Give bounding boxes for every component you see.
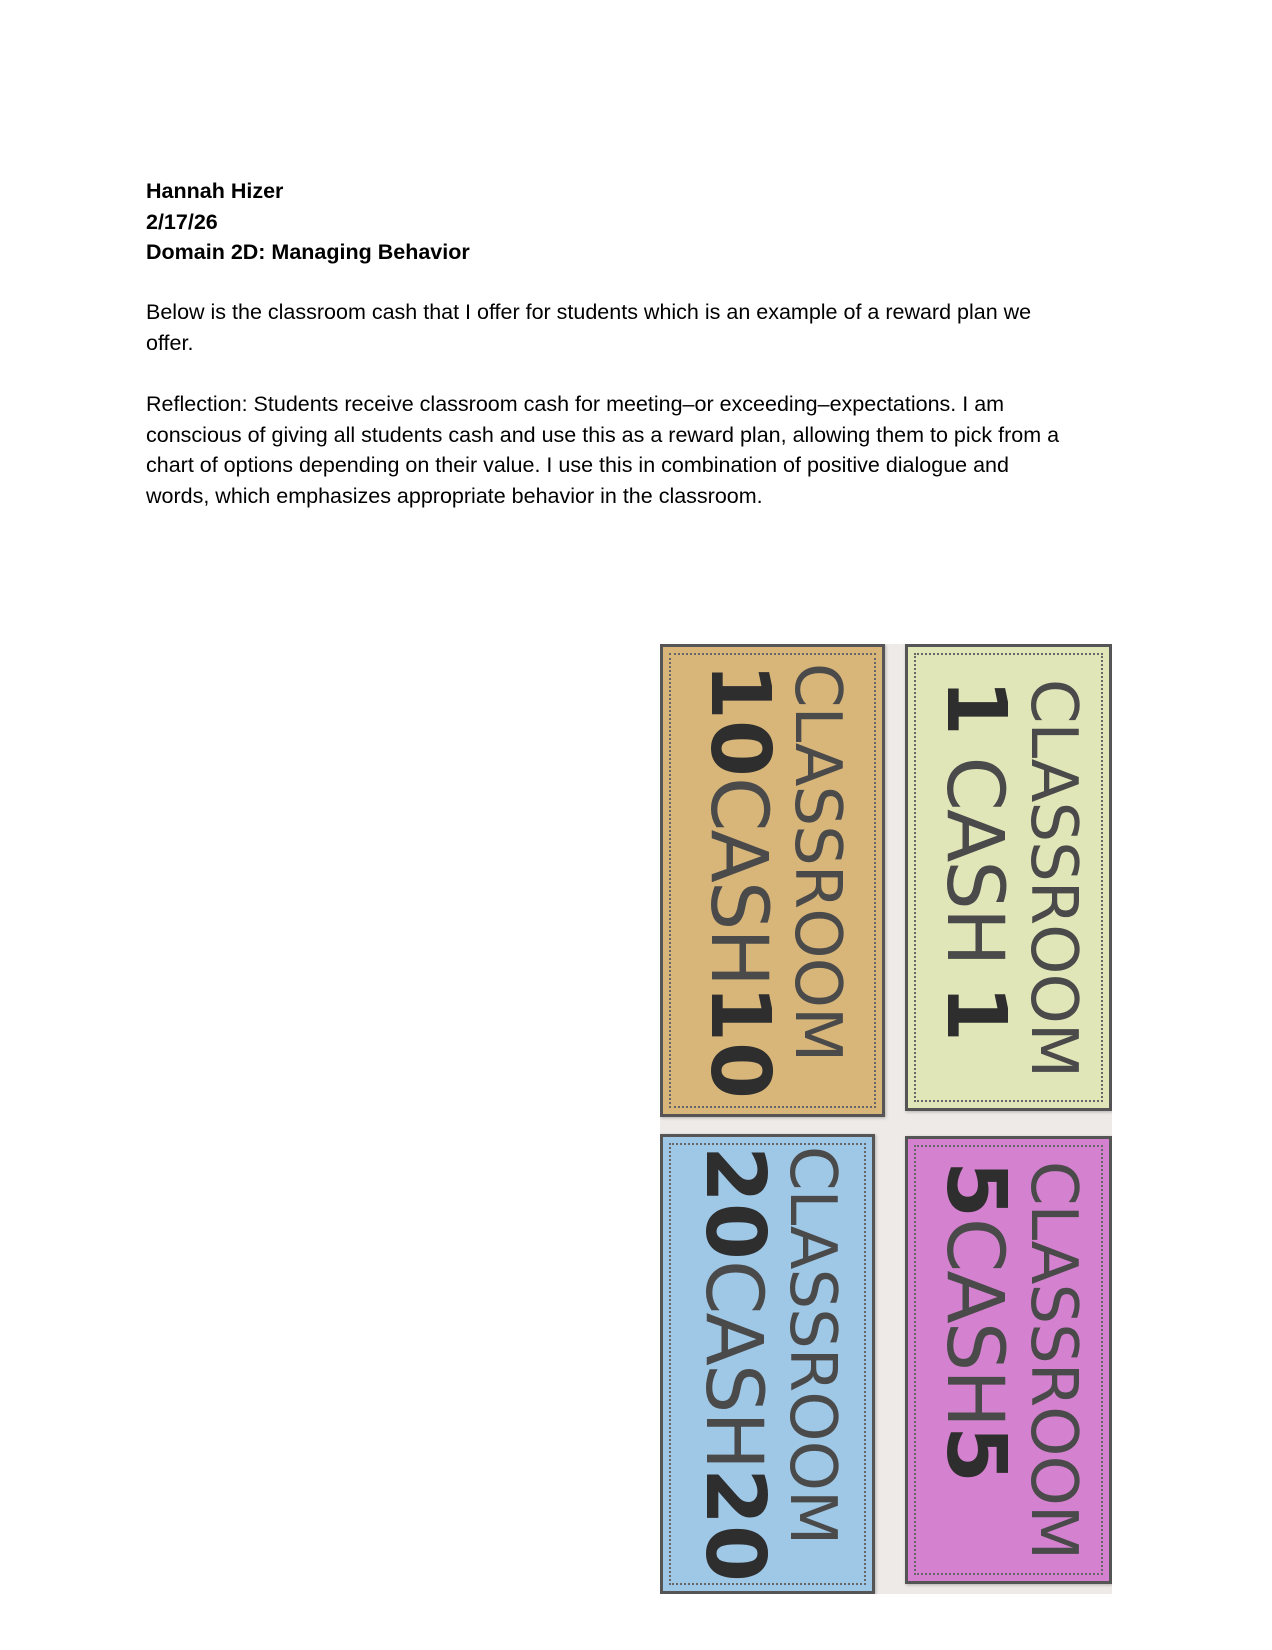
bill-value-row <box>927 678 1023 1076</box>
intro-line: Below is the classroom cash that I offer for students which is an example of a reward plan we <box>146 300 1032 324</box>
bill-number: 20 <box>686 1468 782 1583</box>
bill-number: 10 <box>691 662 787 777</box>
bill-number: 1 <box>927 984 1023 1042</box>
reflection-line: conscious of giving all students cash and use this as a reward plan, allowing them to pick from a <box>146 422 1060 447</box>
intro-paragraph <box>146 297 1146 358</box>
author-name: Hannah Hizer <box>146 179 284 203</box>
reflection-paragraph <box>146 389 1146 511</box>
bill-title: CLASSROOM <box>779 662 854 1061</box>
bill-word: CASH <box>687 1260 778 1468</box>
classroom-cash-photo <box>660 644 1112 1594</box>
reflection-line: Reflection: Students receive classroom cash for meeting–or exceeding–expectations. I am <box>146 392 1005 416</box>
bill-title: CLASSROOM <box>1015 1160 1090 1560</box>
bill-number: 1 <box>927 678 1023 736</box>
bill-number: 10 <box>691 984 787 1099</box>
bill-number: 5 <box>927 1425 1023 1483</box>
bill-text <box>686 1145 849 1583</box>
classroom-cash-bill-20 <box>660 1134 875 1594</box>
reflection-line: words, which emphasizes appropriate behavior in the classroom. <box>146 483 763 508</box>
reflection-line: chart of options depending on their value. I use this in combination of positive dialogue and <box>146 453 1009 477</box>
bill-value-row <box>691 662 787 1099</box>
classroom-cash-bill-5 <box>905 1136 1112 1584</box>
bill-text <box>927 1160 1090 1560</box>
bill-text <box>691 662 854 1099</box>
classroom-cash-bill-1 <box>905 644 1112 1111</box>
bill-value-row <box>927 1160 1023 1559</box>
document-domain: Domain 2D: Managing Behavior <box>146 240 470 264</box>
bill-value-row <box>686 1145 782 1583</box>
bill-word: CASH <box>692 776 783 985</box>
bill-number: 20 <box>686 1145 782 1260</box>
bill-word: CASH <box>928 1217 1019 1426</box>
bill-text <box>927 678 1090 1077</box>
classroom-cash-bill-10 <box>660 644 885 1117</box>
document-date: 2/17/26 <box>146 209 218 234</box>
bill-title: CLASSROOM <box>1015 678 1090 1077</box>
bill-number: 5 <box>927 1160 1023 1218</box>
bill-word: CASH <box>928 755 1019 964</box>
bill-title: CLASSROOM <box>774 1145 849 1545</box>
document-header <box>146 176 1146 268</box>
intro-line: offer. <box>146 330 194 355</box>
